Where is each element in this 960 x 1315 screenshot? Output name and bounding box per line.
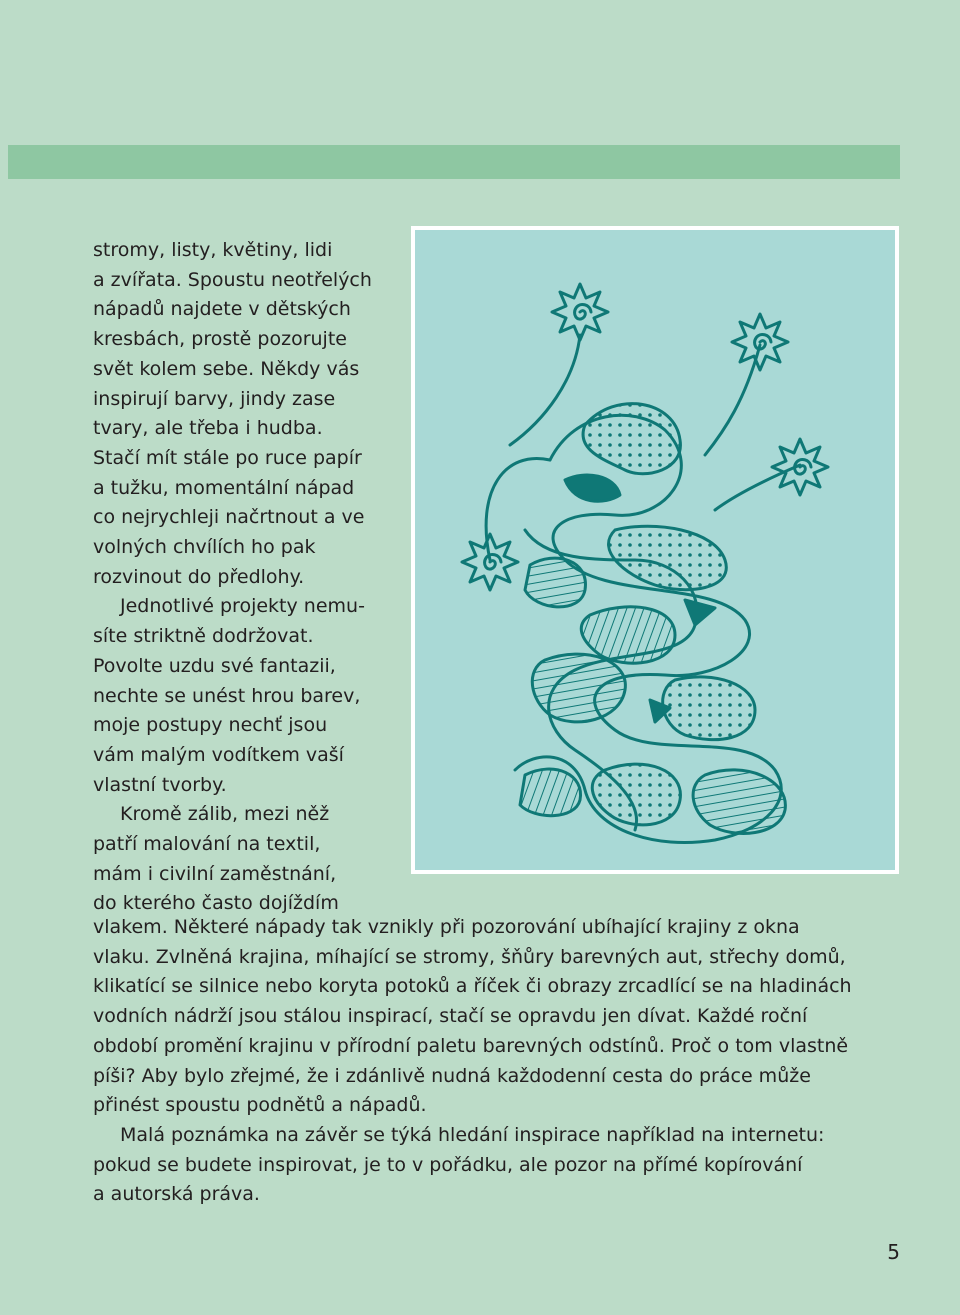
text-line: volných chvílích ho pak: [93, 536, 316, 559]
text-line: kresbách, prostě pozorujte: [93, 328, 347, 351]
text-line: rozvinout do předlohy.: [93, 565, 305, 588]
text-line: inspirují barvy, jindy zase: [93, 387, 336, 410]
text-line: co nejrychleji načrtnout a ve: [93, 506, 365, 529]
text-line: nápadů najdete v dětských: [93, 298, 351, 321]
text-line: do kterého často dojíždím: [93, 892, 339, 915]
text-line: vám malým vodítkem vaší: [93, 743, 344, 766]
text-column: [93, 236, 403, 919]
header-band: [8, 145, 900, 179]
painted-shirt-image: [415, 230, 895, 870]
text-line: píši? Aby bylo zřejmé, že i zdánlivě nudná každodenní cesta do práce může: [93, 1064, 811, 1087]
text-line: Malá poznámka na závěr se týká hledání inspirace například na internetu:: [120, 1123, 825, 1146]
text-line: patří malování na textil,: [93, 833, 321, 856]
page-number: 5: [887, 1240, 900, 1264]
text-line: klikatící se silnice nebo koryta potoků a říček či obrazy zrcadlící se na hladinách: [93, 975, 852, 998]
text-line: Jednotlivé projekty nemu-: [120, 595, 365, 618]
text-body-wide: [93, 913, 905, 1210]
text-line: tvary, ale třeba i hudba.: [93, 417, 323, 440]
text-line: svět kolem sebe. Někdy vás: [93, 357, 360, 380]
text-line: přinést spoustu podnětů a nápadů.: [93, 1094, 427, 1117]
text-line: vlaku. Zvlněná krajina, míhající se stromy, šňůry barevných aut, střechy domů,: [93, 945, 846, 968]
text-line: Kromě zálib, mezi něž: [120, 803, 330, 826]
text-line: a tužku, momentální nápad: [93, 476, 355, 499]
text-line: a zvířata. Spoustu neotřelých: [93, 268, 372, 291]
text-line: vlakem. Některé nápady tak vznikly při pozorování ubíhající krajiny z okna: [93, 916, 800, 938]
text-line: Povolte uzdu své fantazii,: [93, 654, 336, 677]
text-line: pokud se budete inspirovat, je to v pořádku, ale pozor na přímé kopírování: [93, 1153, 803, 1176]
text-line: stromy, listy, květiny, lidi: [93, 239, 333, 261]
embroidery-drawing: [415, 230, 895, 870]
text-line: Stačí mít stále po ruce papír: [93, 446, 362, 469]
textile-photo: [411, 226, 899, 874]
text-line: mám i civilní zaměstnání,: [93, 862, 337, 885]
text-line: vlastní tvorby.: [93, 773, 227, 796]
text-line: nechte se unést hrou barev,: [93, 684, 361, 707]
text-line: a autorská práva.: [93, 1183, 260, 1206]
text-line: síte striktně dodržovat.: [93, 625, 314, 648]
text-line: vodních nádrží jsou stálou inspirací, stačí se opravdu jen dívat. Každé roční: [93, 1005, 808, 1028]
text-line: moje postupy nechť jsou: [93, 714, 328, 737]
text-line: období promění krajinu v přírodní paletu barevných odstínů. Proč o tom vlastně: [93, 1034, 849, 1057]
